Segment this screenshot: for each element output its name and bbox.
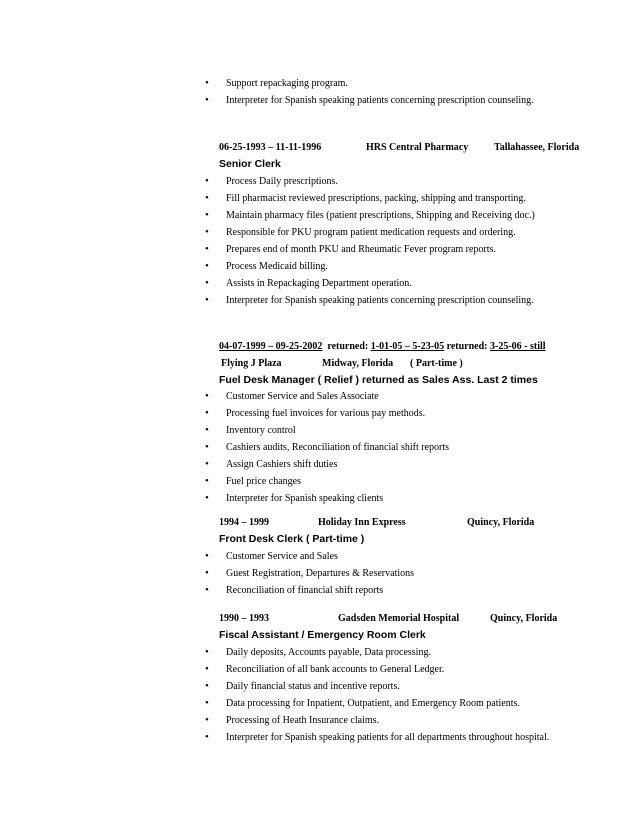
bullet-icon: • xyxy=(205,209,209,221)
list-item xyxy=(0,92,638,109)
bullet-icon: • xyxy=(205,680,209,692)
list-item xyxy=(0,490,638,507)
bullet-icon: • xyxy=(205,458,209,470)
returned-label-1: returned: xyxy=(327,341,369,352)
list-item xyxy=(0,422,638,439)
job-subheader xyxy=(0,355,638,372)
list-item xyxy=(0,695,638,712)
list-item xyxy=(0,678,638,695)
job-location: Quincy, Florida xyxy=(490,613,558,624)
job-title xyxy=(0,627,638,644)
list-item-text: Inventory control xyxy=(226,425,296,436)
returned-label-2: returned: xyxy=(446,341,488,352)
job-company: Flying J Plaza xyxy=(221,358,282,369)
list-item xyxy=(0,548,638,565)
returned-dates-2: 3-25-06 - still xyxy=(490,341,546,352)
list-item xyxy=(0,173,638,190)
job-location: Midway, Florida xyxy=(322,358,394,369)
bullet-icon: • xyxy=(205,277,209,289)
list-item-text: Interpreter for Spanish speaking patients concerning prescription counseling. xyxy=(226,295,534,306)
bullet-icon: • xyxy=(205,94,209,106)
list-item-text: Prepares end of month PKU and Rheumatic Fever program reports. xyxy=(226,244,496,255)
list-item-text: Process Daily prescriptions. xyxy=(226,176,338,187)
bullet-icon: • xyxy=(205,441,209,453)
list-item xyxy=(0,275,638,292)
employment-type: ( Part-time ) xyxy=(410,358,463,369)
job-title-text: Senior Clerk xyxy=(219,158,281,170)
list-item xyxy=(0,439,638,456)
list-item-text: Processing of Heath Insurance claims. xyxy=(226,715,380,726)
job-holiday-inn-express xyxy=(0,514,638,599)
job-title xyxy=(0,531,638,548)
bullet-icon: • xyxy=(205,731,209,743)
list-item-text: Fill pharmacist reviewed prescriptions, packing, shipping and transporting. xyxy=(226,193,526,204)
bullet-icon: • xyxy=(205,226,209,238)
list-item-text: Assists in Repackaging Department operation. xyxy=(226,278,412,289)
list-item xyxy=(0,582,638,599)
list-item xyxy=(0,456,638,473)
job-gadsden-memorial-hospital xyxy=(0,610,638,746)
bullet-icon: • xyxy=(205,294,209,306)
list-item-text: Daily financial status and incentive reports. xyxy=(226,681,400,692)
job-dates: 1994 – 1999 xyxy=(219,517,269,528)
list-item-text: Daily deposits, Accounts payable, Data processing. xyxy=(226,647,431,658)
job-dates: 06-25-1993 – 11-11-1996 xyxy=(219,142,322,153)
list-item-text: Support repackaging program. xyxy=(226,78,348,89)
bullet-icon: • xyxy=(205,584,209,596)
job-company: HRS Central Pharmacy xyxy=(366,142,469,153)
list-item-text: Customer Service and Sales Associate xyxy=(226,391,379,402)
job-header xyxy=(0,514,638,531)
list-item xyxy=(0,241,638,258)
list-item xyxy=(0,729,638,746)
list-item-text: Interpreter for Spanish speaking patients concerning prescription counseling. xyxy=(226,95,534,106)
bullet-icon: • xyxy=(205,646,209,658)
bullet-icon: • xyxy=(205,424,209,436)
bullet-icon: • xyxy=(205,260,209,272)
list-item-text: Processing fuel invoices for various pay methods. xyxy=(226,408,426,419)
list-item xyxy=(0,292,638,309)
job-title-text: Fuel Desk Manager ( Relief ) returned as Sales Ass. Last 2 times xyxy=(219,374,538,386)
list-item-text: Process Medicaid billing. xyxy=(226,261,328,272)
list-item xyxy=(0,712,638,729)
bullet-icon: • xyxy=(205,175,209,187)
list-item xyxy=(0,258,638,275)
job-header xyxy=(0,338,638,355)
list-item-text: Reconciliation of financial shift reports xyxy=(226,585,384,596)
job-title xyxy=(0,372,638,388)
bullet-icon: • xyxy=(205,697,209,709)
list-item-text: Guest Registration, Departures & Reservations xyxy=(226,568,415,579)
list-item xyxy=(0,388,638,405)
job-header xyxy=(0,139,638,156)
list-item xyxy=(0,565,638,582)
list-item-text: Interpreter for Spanish speaking patients for all departments throughout hospital. xyxy=(226,732,550,743)
list-item xyxy=(0,405,638,422)
bullet-icon: • xyxy=(205,77,209,89)
job-header xyxy=(0,610,638,627)
bullet-icon: • xyxy=(205,567,209,579)
list-item-text: Assign Cashiers shift duties xyxy=(226,459,338,470)
list-item xyxy=(0,473,638,490)
bullet-icon: • xyxy=(205,243,209,255)
list-item xyxy=(0,644,638,661)
list-item xyxy=(0,190,638,207)
returned-dates-1: 1-01-05 – 5-23-05 xyxy=(370,341,445,352)
list-item-text: Fuel price changes xyxy=(226,476,301,487)
list-item-text: Maintain pharmacy files (patient prescriptions, Shipping and Receiving doc.) xyxy=(226,210,535,221)
section-0 xyxy=(0,75,638,109)
job-location: Quincy, Florida xyxy=(467,517,535,528)
list-item-text: Responsible for PKU program patient medication requests and ordering. xyxy=(226,227,516,238)
job-title-text: Fiscal Assistant / Emergency Room Clerk xyxy=(219,629,426,641)
bullet-icon: • xyxy=(205,407,209,419)
bullet-icon: • xyxy=(205,475,209,487)
job-dates: 1990 – 1993 xyxy=(219,613,269,624)
list-item-text: Reconciliation of all bank accounts to General Ledger. xyxy=(226,664,445,675)
bullet-icon: • xyxy=(205,550,209,562)
list-item-text: Data processing for Inpatient, Outpatient, and Emergency Room patients. xyxy=(226,698,520,709)
bullet-icon: • xyxy=(205,390,209,402)
job-hrs-central-pharmacy xyxy=(0,139,638,309)
job-location: Tallahassee, Florida xyxy=(494,142,580,153)
bullet-icon: • xyxy=(205,192,209,204)
job-flying-j-plaza xyxy=(0,338,638,507)
list-item-text: Interpreter for Spanish speaking clients xyxy=(226,493,384,504)
list-item xyxy=(0,661,638,678)
list-item xyxy=(0,207,638,224)
list-item-text: Customer Service and Sales xyxy=(226,551,338,562)
list-item-text: Cashiers audits, Reconciliation of financial shift reports xyxy=(226,442,449,453)
list-item xyxy=(0,75,638,92)
job-title-text: Front Desk Clerk ( Part-time ) xyxy=(219,533,365,545)
job-company: Holiday Inn Express xyxy=(318,517,406,528)
list-item xyxy=(0,224,638,241)
bullet-icon: • xyxy=(205,714,209,726)
bullet-icon: • xyxy=(205,663,209,675)
job-company: Gadsden Memorial Hospital xyxy=(338,613,460,624)
job-dates: 04-07-1999 – 09-25-2002 xyxy=(219,341,323,352)
job-title xyxy=(0,156,638,173)
bullet-icon: • xyxy=(205,492,209,504)
